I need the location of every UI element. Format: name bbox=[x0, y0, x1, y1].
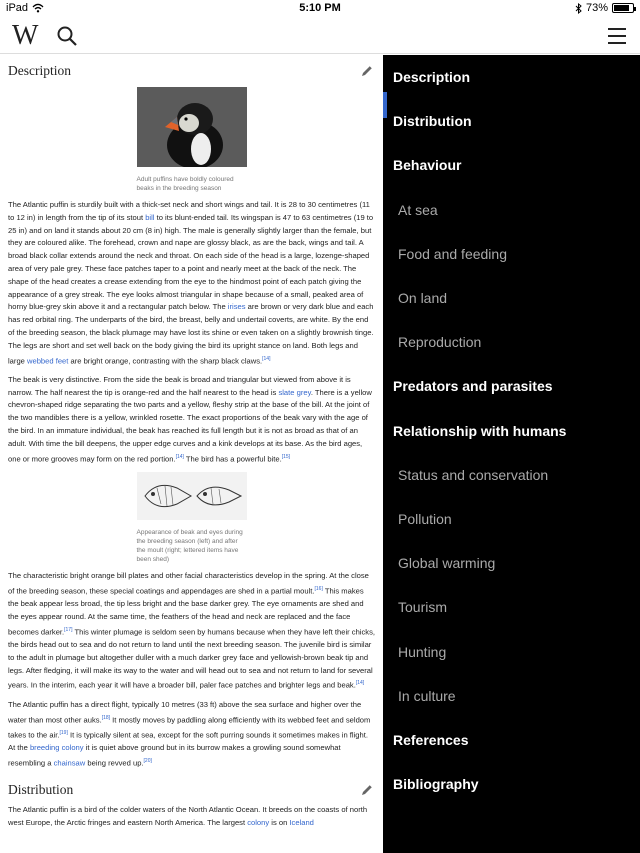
text-run: The Atlantic puffin is sturdily built with a thick-set neck and short wings and tail. It is 28 to 30 centimetres (11 to 12 in) in length from the tip of its stout bbox=[8, 200, 370, 222]
clock: 5:10 PM bbox=[299, 2, 341, 14]
reference-link[interactable]: [16] bbox=[314, 585, 323, 592]
reference-link[interactable]: [15] bbox=[281, 453, 291, 460]
beak-diagram-image[interactable] bbox=[137, 472, 247, 520]
toc-item[interactable]: Global warming bbox=[398, 555, 496, 572]
toc-item[interactable]: Description bbox=[393, 69, 471, 85]
toc-item[interactable]: Relationship with humans bbox=[393, 422, 567, 439]
figure-beak-diagram bbox=[8, 472, 375, 564]
status-bar bbox=[0, 0, 640, 18]
text-run: The bird has a powerful bite. bbox=[183, 454, 282, 464]
reference-link[interactable]: [14] bbox=[175, 453, 184, 460]
toc-item[interactable]: Reproduction bbox=[398, 334, 482, 351]
text-run: are bright orange, contrasting with the sharp black claws. bbox=[68, 356, 263, 366]
link-colony[interactable]: colony bbox=[247, 818, 270, 828]
section-header-description bbox=[8, 57, 375, 85]
toc-item[interactable]: On land bbox=[398, 290, 448, 306]
reference-link[interactable]: [19] bbox=[59, 729, 68, 736]
battery-icon bbox=[612, 3, 634, 13]
text-run: This winter plumage is seldom seen by humans because when they have left their chicks, the birds head out to sea and do not return to land until the next breeding season. The juvenile bird is similar to the adult in plumage but altogether duller with a much darker grey face and yellowish-brown beak tip and legs. After fledging, it will make its way to the water and will head out to sea and not return to land for several years. In the interim, each year it will have a broader bill, paler face patches and brighter legs and beak. bbox=[8, 627, 375, 690]
text-run: is on bbox=[269, 818, 290, 828]
toc-item[interactable]: Predators and parasites bbox=[393, 378, 553, 395]
battery-fill bbox=[614, 5, 629, 11]
link-chainsaw[interactable]: chainsaw bbox=[53, 758, 86, 768]
text-run: . There is a yellow chevron-shaped ridge separating the two parts and a yellow, fleshy strip at the base of the bill. At the joint of the two mandibles there is a yellow, wrinkled rosette. The exact proportions of the beak vary with the age of the bird. In an immature individual, the beak has reached its full length but it is not as broad as that of an adult. With time the bill deepens, the upper edge curves and a kink develops at its base. As the bird ages, one or more grooves may form on the red portion. bbox=[8, 387, 372, 464]
toc-item[interactable]: References bbox=[393, 732, 469, 748]
text-run: are brown or very dark blue and each has red orbital ring. The underparts of the bird, the breast, belly and undertail coverts, are white. By the end of the breeding season, the black plumage may have lost its shine or even taken on a slightly brownish tinge. The legs are short and set well back on the body giving the bird its upright stance on land. Both legs and large bbox=[8, 302, 374, 366]
text-run: The Atlantic puffin is a bird of the colder waters of the North Atlantic Ocean. It breeds on the coasts of north west Europe, the Arctic fringes and eastern North America. The largest bbox=[8, 805, 368, 828]
text-run: The beak is very distinctive. From the side the beak is broad and triangular but viewed from above it is narrow. The half nearest the tip is orange-red and the half nearest to the head is bbox=[8, 374, 351, 397]
bluetooth-icon bbox=[575, 3, 582, 14]
toolbar bbox=[0, 18, 640, 54]
status-right bbox=[575, 2, 634, 14]
paragraph-5 bbox=[8, 804, 375, 830]
paragraph-3 bbox=[8, 570, 375, 693]
edit-pencil-icon[interactable] bbox=[359, 782, 375, 798]
toc-item[interactable]: Distribution bbox=[393, 113, 472, 130]
paragraph-4 bbox=[8, 699, 375, 771]
link-breeding-colony[interactable]: breeding colony bbox=[29, 743, 84, 753]
link-slate-grey[interactable]: slate grey bbox=[278, 387, 311, 397]
toc-item[interactable]: Tourism bbox=[398, 599, 448, 616]
wikipedia-logo[interactable]: W bbox=[12, 20, 39, 51]
toc-active-marker bbox=[383, 92, 387, 118]
search-icon[interactable] bbox=[56, 25, 78, 47]
link-irises[interactable]: irises bbox=[227, 302, 246, 312]
toc-item[interactable]: Behaviour bbox=[393, 157, 462, 174]
text-run: it is quiet above ground but in its burrow makes a growling sound somewhat resembling a bbox=[8, 743, 341, 768]
menu-icon[interactable] bbox=[608, 28, 626, 44]
paragraph-1 bbox=[8, 199, 375, 368]
reference-link[interactable]: [20] bbox=[143, 758, 152, 765]
toc-item[interactable]: At sea bbox=[398, 201, 438, 218]
reference-link[interactable]: [14] bbox=[355, 680, 365, 687]
link-bill[interactable]: bill bbox=[145, 212, 155, 222]
text-run: to its blunt-ended tail. Its wingspan is 47 to 63 centimetres (19 to 25 in) and on land it stands about 20 cm (8 in) high. The male is generally slightly larger than the female, but they are coloured alike. The forehead, crown and nape are glossy black, as are the back, wings and tail. A broad black collar extends around the neck and throat. On each side of the head is a large, lozenge-shaped area of very pale grey. These face patches taper to a point and nearly meet at the back of the neck. The shape of the head creates a crease extending from the eye to the hindmost point of each patch giving the appearance of a grey streak. The eye looks almost triangular in shape because of a small, peaked area of horny blue-grey skin above it and a rectangular patch below. The bbox=[8, 212, 374, 312]
toc-item[interactable]: Hunting bbox=[398, 643, 447, 660]
text-run: It mostly moves by paddling along efficiently with its webbed feet and seldom takes to the air. bbox=[8, 715, 371, 740]
toc-item[interactable]: Bibliography bbox=[393, 776, 479, 793]
figure-puffin bbox=[8, 87, 375, 193]
article-content bbox=[0, 55, 383, 853]
section-title-distribution: Distribution bbox=[8, 782, 74, 798]
text-run: The characteristic bright orange bill plates and other facial characteristics develop in the spring. At the close of the breeding season, these special coatings and appendages are shed in a partial moult. bbox=[8, 571, 369, 596]
reference-link[interactable]: [18] bbox=[101, 714, 111, 721]
section-header-distribution bbox=[8, 776, 375, 804]
text-run: The Atlantic puffin has a direct flight, typically 10 metres (33 ft) above the sea surface and higher over the water than most other auks. bbox=[8, 699, 362, 725]
link-iceland[interactable]: Iceland bbox=[289, 818, 314, 828]
toc-item[interactable]: Status and conservation bbox=[398, 466, 549, 483]
section-title-description: Description bbox=[8, 63, 71, 78]
figure-caption: Adult puffins have boldly coloured beaks in the breeding season bbox=[136, 176, 234, 192]
text-run: This makes the beak appear less broad, the tip less bright and the base darker grey. The eye ornaments are shed and the eyes appear round. At the same time, the feathers of the head and neck are replaced and the face becomes darker. bbox=[8, 586, 364, 637]
toc-item[interactable]: In culture bbox=[398, 687, 456, 704]
text-run: being revved up. bbox=[85, 758, 144, 768]
reference-link[interactable]: [14] bbox=[262, 355, 271, 362]
toc-item[interactable]: Pollution bbox=[398, 511, 452, 527]
battery-percent: 73% bbox=[585, 2, 608, 14]
text-run: It is typically silent at sea, except for the soft purring sounds it sometimes makes in flight. At the bbox=[8, 730, 368, 753]
paragraph-2 bbox=[8, 374, 375, 466]
figure-caption: Appearance of beak and eyes during the breeding season (left) and after the moult (right; lettered items have been shed) bbox=[136, 529, 243, 563]
reference-link[interactable]: [17] bbox=[64, 626, 73, 633]
table-of-contents bbox=[383, 55, 640, 853]
edit-pencil-icon[interactable] bbox=[359, 63, 375, 79]
device-name: iPad bbox=[6, 2, 29, 14]
puffin-photo[interactable] bbox=[137, 87, 247, 167]
link-webbed-feet[interactable]: webbed feet bbox=[27, 356, 69, 366]
toc-item[interactable]: Food and feeding bbox=[398, 245, 507, 262]
